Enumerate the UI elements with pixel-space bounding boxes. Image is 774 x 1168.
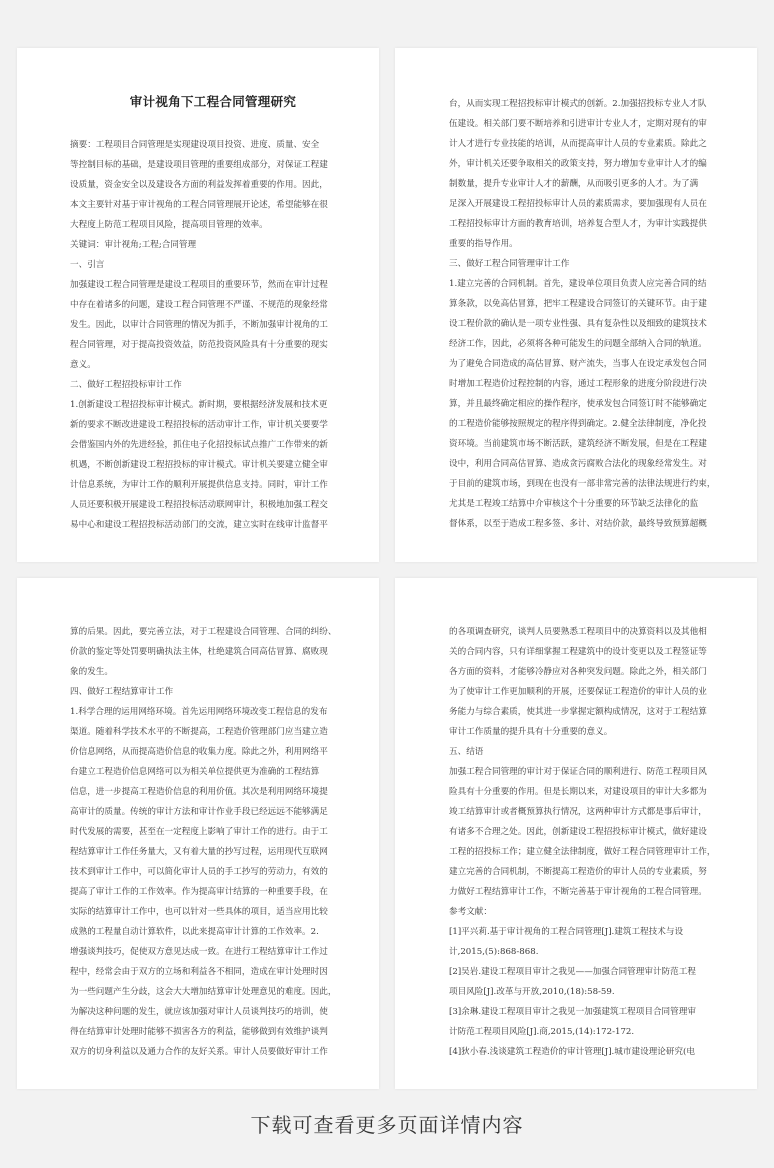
text-line: 价款的鉴定等处罚要明确执法主体，杜绝建筑合同高估冒算、腐败现 (70, 647, 328, 657)
text-line: [1]平兴莉.基于审计视角的工程合同管理[J].建筑工程技术与设 (449, 927, 684, 937)
text-line: 的工程造价能够按照规定的程序得到确定。2.健全法律制度，净化投 (449, 419, 707, 429)
text-line: 得在结算审计处理时能够不损害各方的利益，能够做到有效维护谈判 (70, 1027, 328, 1037)
text-line: [3]余琳.建设工程项目审计之我见一加强建筑工程项目合同管理审 (449, 1007, 696, 1017)
text-line: 为了使审计工作更加顺利的开展，还要保证工程造价的审计人员的业 (449, 687, 707, 697)
text-line: 时代发展的需要，甚至在一定程度上影响了审计工作的进行。由于工 (70, 827, 328, 837)
text-line: 计,2015,(5):868-868. (449, 947, 539, 957)
page-body (70, 622, 356, 1062)
text-line: 工程的招投标工作；建立健全法律制度，做好工程合同管理审计工作， (449, 847, 716, 857)
text-line: 为一些问题产生分歧，这会大大增加结算审计处理意见的难度。因此， (70, 987, 337, 997)
text-line: 算，并且最终确定相应的操作程序，使承发包合同签订时不能够确定 (449, 399, 707, 409)
text-line: 渠道。随着科学技术水平的不断提高，工程造价管理部门应当建立造 (70, 727, 328, 737)
text-line: 外，审计机关还要争取相关的政策支持，努力增加专业审计人才的编 (449, 159, 707, 169)
text-line: 高审计的质量。传统的审计方法和审计作业手段已经远远不能够满足 (70, 807, 328, 817)
text-line: 务能力与综合素质，使其进一步掌握定额构成情况，这对于工程结算 (449, 707, 707, 717)
text-line: 足深入开展建设工程招投标审计人员的素质需求，要加强现有人员在 (449, 199, 707, 209)
text-line: 摘要：工程项目合同管理是实现建设项目投资、进度、质量、安全 (70, 140, 320, 150)
text-line: 的各项调查研究，谈判人员要熟悉工程项目中的决算资料以及其他相 (449, 627, 707, 637)
page-body (70, 135, 356, 535)
text-line: 重要的指导作用。 (449, 239, 518, 249)
text-line: 审计工作质量的提升具有十分重要的意义。 (449, 727, 613, 737)
text-line: 经济工作，因此，必须将各种可能发生的问题全部纳入合同的轨道。 (449, 339, 707, 349)
text-line: 计防范工程项目风险[J].商,2015,(14):172-172. (449, 1027, 635, 1037)
text-line: 制数量，提升专业审计人才的薪酬，从而吸引更多的人才。为了满 (449, 179, 699, 189)
text-line: 险具有十分重要的作用。但是长期以来，对建设项目的审计大多都为 (449, 787, 707, 797)
text-line: 三、做好工程合同管理审计工作 (449, 259, 570, 269)
text-line: 易中心和建设工程招投标活动部门的交流，建立实时在线审计监督平 (70, 520, 328, 530)
text-line: 为解决这种问题的发生，就应该加强对审计人员谈判技巧的培训，使 (70, 1007, 328, 1017)
page-body (449, 94, 739, 534)
text-line: 关键词：审计视角;工程;合同管理 (70, 240, 197, 250)
document-page-3 (17, 578, 379, 1089)
text-line: 提高了审计工作的工作效率。作为提高审计结算的一种重要手段，在 (70, 887, 328, 897)
text-line: 设质量，资金安全以及建设各方面的利益发挥着重要的作用。因此， (70, 180, 328, 190)
text-line: 本文主要针对基于审计视角的工程合同管理展开论述，希望能够在很 (70, 200, 328, 210)
text-line: 加强建设工程合同管理是建设工程项目的重要环节，然而在审计过程 (70, 280, 328, 290)
text-line: 算条款，以免高估冒算，把牢工程建设合同签订的关键环节。由于建 (449, 299, 707, 309)
document-title: 审计视角下工程合同管理研究 (129, 94, 297, 109)
text-line: 意义。 (70, 360, 96, 370)
text-line: 资环境。当前建筑市场不断活跃，建筑经济不断发展，但是在工程建 (449, 439, 707, 449)
text-line: 会借鉴国内外的先进经验，抓住电子化招投标试点推广工作带来的新 (70, 440, 328, 450)
text-line: [2]吴岩.建设工程项目审计之我见——加强合同管理审计防范工程 (449, 967, 696, 977)
text-line: 工程招投标审计方面的教育培训，培养复合型人才，为审计实践提供 (449, 219, 707, 229)
text-line: 1.科学合理的运用网络环境。首先运用网络环境改变工程信息的发布 (70, 707, 328, 717)
text-line: 人员还要积极开展建设工程招投标活动联网审计，积极地加强工程交 (70, 500, 328, 510)
text-line: 信息，进一步提高工程造价信息的利用价值。其次是利用网络环境提 (70, 787, 328, 797)
text-line: 算的后果。因此，要完善立法，对于工程建设合同管理、合同的纠纷、 (70, 627, 337, 637)
text-line: 为了避免合同造成的高估冒算、财产流失，当事人在设定承发包合同 (449, 359, 707, 369)
text-line: 督体系，以至于造成工程多签、多计、对结价款，最终导致预算超概 (449, 519, 707, 529)
text-line: 尤其是工程竣工结算中介审核这个十分重要的环节缺乏法律化的监 (449, 499, 699, 509)
download-more-prompt[interactable]: 下载可查看更多页面详情内容 (250, 1113, 524, 1137)
text-line: 计人才进行专业技能的培训，从而提高审计人员的专业素质。除此之 (449, 139, 707, 149)
text-line: 台建立工程造价信息网络可以为相关单位提供更为准确的工程结算 (70, 767, 320, 777)
text-line: 技术到审计工作中，可以简化审计人员的手工抄写的劳动力，有效的 (70, 867, 328, 877)
text-line: 伍建设。相关部门要不断培养和引进审计专业人才，定期对现有的审 (449, 119, 707, 129)
text-line: 大程度上防范工程项目风险，提高项目管理的效率。 (70, 220, 268, 230)
text-line: 加强工程合同管理的审计对于保证合同的顺利进行、防范工程项目风 (449, 767, 707, 777)
text-line: 关的合同内容，只有详细掌握工程建筑中的设计变更以及工程签证等 (449, 647, 707, 657)
text-line: 建立完善的合同机制，不断提高工程造价的审计人员的专业素质，努 (449, 867, 707, 877)
text-line: 中存在着诸多的问题，建设工程合同管理不严谨、不规范的现象经常 (70, 300, 328, 310)
text-line: [4]狄小春.浅谈建筑工程造价的审计管理[J].城市建设理论研究(电 (449, 1047, 695, 1057)
text-line: 实际的结算审计工作中，也可以针对一些具体的项目，适当应用比较 (70, 907, 328, 917)
text-line: 双方的切身利益以及通力合作的友好关系。审计人员要做好审计工作 (70, 1047, 328, 1057)
text-line: 设中，利用合同高估冒算、造成贪污腐败合法化的现象经常发生。对 (449, 459, 707, 469)
text-line: 1.创新建设工程招投标审计模式。新时期，要根据经济发展和技术更 (70, 400, 328, 410)
text-line: 项目风险[J].改革与开放,2010,(18):58-59. (449, 987, 615, 997)
text-line: 有诸多不合理之处。因此，创新建设工程招投标审计模式，做好建设 (449, 827, 707, 837)
text-line: 增强谈判技巧，促使双方意见达成一致。在进行工程结算审计工作过 (70, 947, 328, 957)
text-line: 竣工结算审计或者概预算执行情况，这两种审计方式都是事后审计， (449, 807, 707, 817)
document-page-4 (395, 578, 757, 1089)
document-page-2 (395, 48, 757, 562)
text-line: 四、做好工程结算审计工作 (70, 687, 174, 697)
text-line: 力做好工程结算审计工作，不断完善基于审计视角的工程合同管理。 (449, 887, 707, 897)
text-line: 各方面的资料，才能够冷静应对各种突发问题。除此之外，相关部门 (449, 667, 707, 677)
text-line: 程结算审计工作任务量大，又有着大量的抄写过程，运用现代互联网 (70, 847, 328, 857)
text-line: 程中，经常会由于双方的立场和利益各不相同，造成在审计处理时因 (70, 967, 328, 977)
text-line: 1.建立完善的合同机制。首先，建设单位项目负责人应完善合同的结 (449, 279, 707, 289)
text-line: 设工程价款的确认是一项专业性强、具有复杂性以及细致的建筑技术 (449, 319, 707, 329)
text-line: 计信息系统，为审计工作的顺利开展提供信息支持。同时，审计工作 (70, 480, 328, 490)
text-line: 二、做好工程招投标审计工作 (70, 380, 182, 390)
text-line: 时增加工程造价过程控制的内容，通过工程形象的进度分阶段进行决 (449, 379, 707, 389)
page-body (449, 622, 739, 1062)
text-line: 发生。因此，以审计合同管理的情况为抓手，不断加强审计视角的工 (70, 320, 328, 330)
text-line: 五、结语 (449, 747, 484, 757)
text-line: 机遇，不断创新建设工程招投标的审计模式。审计机关要建立健全审 (70, 460, 328, 470)
text-line: 于目前的建筑市场，到现在也没有一部非常完善的法律法规进行约束， (449, 479, 716, 489)
text-line: 参考文献： (449, 907, 492, 917)
document-page-1 (17, 48, 379, 562)
text-line: 程合同管理，对于提高投资效益，防范投资风险具有十分重要的现实 (70, 340, 328, 350)
text-line: 新的要求不断改进建设工程招投标的活动审计工作，审计机关要要学 (70, 420, 328, 430)
text-line: 成熟的工程量自动计算软件，以此来提高审计计算的工作效率。2. (70, 927, 319, 937)
text-line: 一、引言 (70, 260, 105, 270)
text-line: 象的发生。 (70, 667, 113, 677)
text-line: 价信息网络，从而提高造价信息的收集力度。除此之外，利用网络平 (70, 747, 328, 757)
text-line: 等控制目标的基础，是建设项目管理的重要组成部分，对保证工程建 (70, 160, 328, 170)
text-line: 台，从而实现工程招投标审计模式的创新。2.加强招投标专业人才队 (449, 99, 707, 109)
